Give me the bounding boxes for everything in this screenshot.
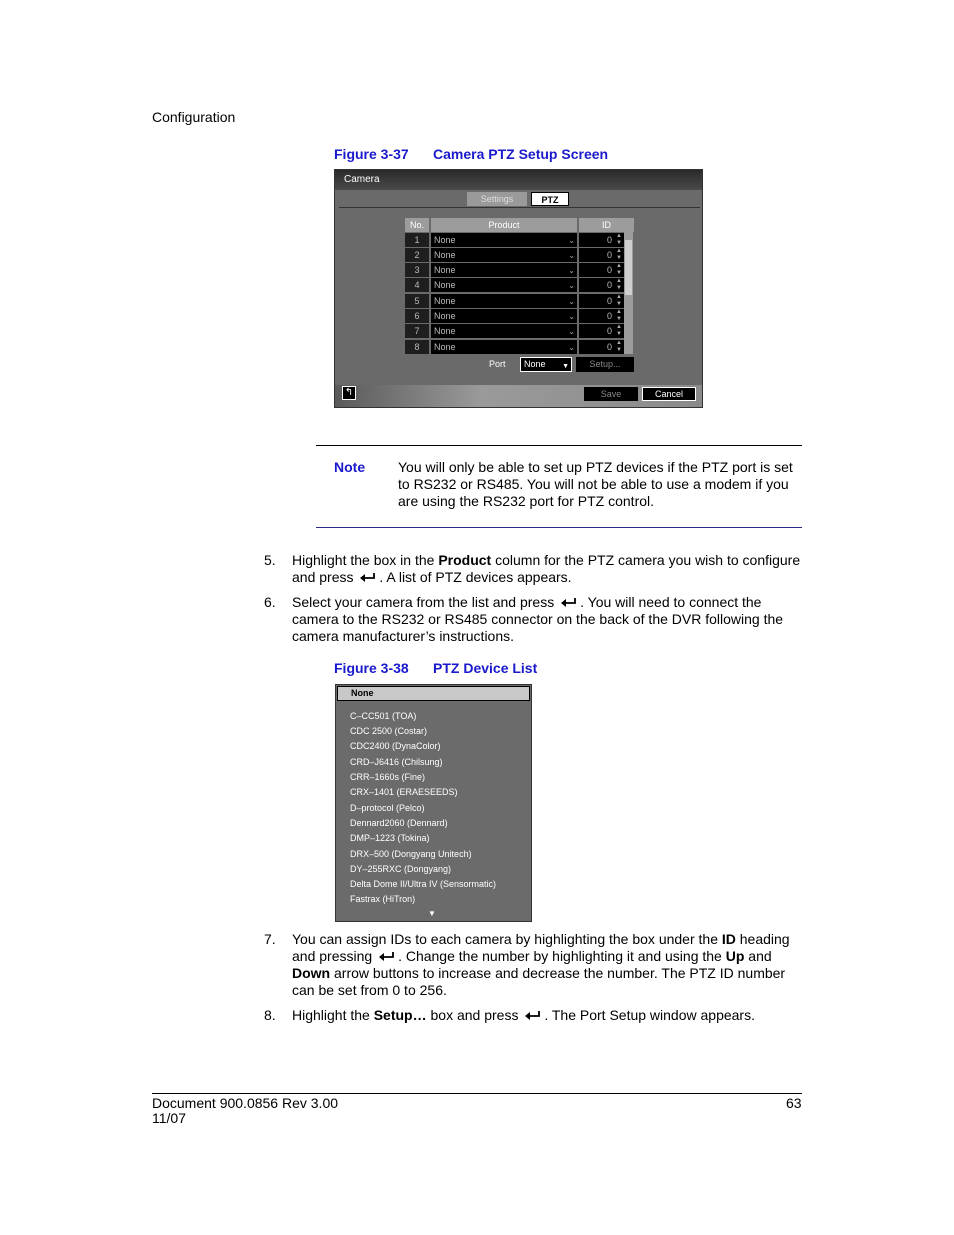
step-8-text: Highlight the Setup… box and press . The Port Setup window appears. (292, 1007, 755, 1023)
list-item[interactable]: DY–255RXC (Dongyang) (350, 864, 452, 874)
list-item[interactable]: CRD–J6416 (Chilsung) (350, 757, 443, 767)
id-stepper[interactable] (579, 309, 624, 323)
setup-button[interactable]: Setup... (576, 357, 634, 372)
port-value: None (524, 359, 546, 369)
row-number: 5 (405, 294, 429, 308)
list-item[interactable]: Fastrax (HiTron) (350, 894, 416, 904)
cancel-button[interactable]: Cancel (642, 387, 696, 401)
id-value: 0 (606, 250, 612, 260)
step-7-number: 7. (264, 931, 276, 947)
id-value: 0 (606, 280, 612, 290)
table-row (405, 248, 634, 263)
product-value: None (434, 342, 456, 352)
port-select[interactable] (520, 357, 572, 372)
id-value: 0 (606, 342, 612, 352)
figure-3-37-label: Figure 3-37 (334, 146, 409, 162)
tab-ptz[interactable]: PTZ (531, 192, 569, 206)
product-select[interactable] (431, 309, 577, 323)
footer-date: 11/07 (152, 1110, 186, 1126)
enter-key-icon (378, 951, 396, 963)
id-value: 0 (606, 326, 612, 336)
enter-key-icon (359, 572, 377, 584)
note-label: Note (334, 459, 366, 475)
id-value: 0 (606, 296, 612, 306)
table-row (405, 340, 634, 355)
column-header-product[interactable]: Product (431, 218, 577, 232)
spinner-icon: ▲ ▼ (616, 278, 622, 291)
chevron-down-icon: ⌄ (568, 343, 575, 352)
row-number: 4 (405, 278, 429, 292)
product-select[interactable] (431, 294, 577, 308)
step-6-number: 6. (264, 594, 276, 610)
product-value: None (434, 235, 456, 245)
list-item[interactable]: CDC2400 (DynaColor) (350, 741, 441, 751)
product-select[interactable] (431, 324, 577, 338)
id-value: 0 (606, 265, 612, 275)
window-title: Camera (335, 170, 702, 190)
note-top-rule (316, 445, 802, 446)
step-5-number: 5. (264, 552, 276, 568)
row-number: 2 (405, 248, 429, 262)
chevron-down-icon: ⌄ (568, 236, 575, 245)
product-value: None (434, 296, 456, 306)
enter-key-icon (524, 1010, 542, 1022)
list-item[interactable]: C–CC501 (TOA) (350, 711, 417, 721)
row-number: 7 (405, 324, 429, 338)
selected-device[interactable]: None (337, 686, 530, 701)
list-item[interactable]: D–protocol (Pelco) (350, 803, 425, 813)
product-value: None (434, 326, 456, 336)
id-value: 0 (606, 235, 612, 245)
chevron-down-icon: ⌄ (568, 281, 575, 290)
row-number: 3 (405, 263, 429, 277)
page-number: 63 (786, 1095, 802, 1111)
ptz-device-list (335, 684, 532, 922)
list-item[interactable]: Dennard2060 (Dennard) (350, 818, 448, 828)
product-value: None (434, 311, 456, 321)
id-stepper[interactable] (579, 294, 624, 308)
product-select[interactable] (431, 233, 577, 247)
spinner-icon: ▲ ▼ (616, 248, 622, 261)
scroll-down-icon[interactable]: ▼ (428, 909, 436, 918)
column-header-id[interactable]: ID (579, 218, 634, 232)
list-item[interactable]: DMP–1223 (Tokina) (350, 833, 430, 843)
note-bottom-rule (316, 527, 802, 528)
list-item[interactable]: CRR–1660s (Fine) (350, 772, 426, 782)
id-stepper[interactable] (579, 340, 624, 354)
spinner-icon: ▲ ▼ (616, 340, 622, 353)
id-stepper[interactable] (579, 233, 624, 247)
table-row (405, 233, 634, 248)
chevron-down-icon: ⌄ (568, 327, 575, 336)
back-button[interactable] (342, 386, 356, 400)
table-row (405, 309, 634, 324)
camera-ptz-setup-screen (334, 169, 703, 408)
step-5-text: Highlight the box in the Product column for the PTZ camera you wish to configure and press . A list of PTZ devices appears. (292, 552, 801, 585)
figure-3-38-label: Figure 3-38 (334, 660, 409, 676)
column-header-no: No. (405, 218, 429, 232)
tab-settings[interactable]: Settings (467, 192, 527, 206)
figure-3-38-title: PTZ Device List (433, 660, 538, 676)
footer-rule (152, 1093, 802, 1094)
enter-key-icon (560, 597, 578, 609)
section-header: Configuration (152, 109, 236, 125)
table-row (405, 294, 634, 309)
product-select[interactable] (431, 340, 577, 354)
row-number: 8 (405, 340, 429, 354)
spinner-icon: ▲ ▼ (616, 309, 622, 322)
chevron-down-icon: ⌄ (568, 312, 575, 321)
chevron-down-icon: ⌄ (568, 251, 575, 260)
step-8-number: 8. (264, 1007, 276, 1023)
product-select[interactable] (431, 278, 577, 292)
step-6-text: Select your camera from the list and press . You will need to connect the camera to the RS232 or RS485 connector on the back of the DVR following the camera manufacturer’s instructions. (292, 594, 784, 644)
table-row (405, 278, 634, 293)
list-item[interactable]: CRX–1401 (ERAESEEDS) (350, 787, 458, 797)
list-item[interactable]: CDC 2500 (Costar) (350, 726, 428, 736)
chevron-down-icon: ⌄ (568, 297, 575, 306)
back-arrow-icon: ↰ (344, 387, 354, 398)
note-text: You will only be able to set up PTZ devices if the PTZ port is set to RS232 or RS485. You will not be able to use a modem if you are using the RS232 port for PTZ control. (398, 459, 793, 509)
footer-document: Document 900.0856 Rev 3.00 (152, 1095, 339, 1111)
id-stepper[interactable] (579, 278, 624, 292)
step-7-text: You can assign IDs to each camera by highlighting the box under the ID heading and pressing . Change the number by highlighting it and using the Up and Down arrow buttons to increase and decrease the number. The PTZ ID number can be set from 0 to 256. (292, 931, 790, 998)
id-stepper[interactable] (579, 248, 624, 262)
figure-3-37-title: Camera PTZ Setup Screen (433, 146, 609, 162)
spinner-icon: ▲ ▼ (616, 324, 622, 337)
list-item[interactable]: DRX–500 (Dongyang Unitech) (350, 849, 472, 859)
product-value: None (434, 250, 456, 260)
divider (339, 207, 700, 208)
spinner-icon: ▲ ▼ (616, 263, 622, 276)
save-button[interactable]: Save (584, 387, 638, 401)
chevron-down-icon: ▼ (562, 363, 569, 370)
table-row (405, 263, 634, 278)
id-value: 0 (606, 311, 612, 321)
table-row (405, 324, 634, 339)
id-stepper[interactable] (579, 263, 624, 277)
id-stepper[interactable] (579, 324, 624, 338)
scroll-thumb[interactable] (625, 240, 632, 295)
row-number: 1 (405, 233, 429, 247)
table-scrollbar[interactable] (624, 232, 633, 354)
list-item[interactable]: Delta Dome II/Ultra IV (Sensormatic) (350, 879, 497, 889)
product-value: None (434, 265, 456, 275)
port-label: Port (489, 359, 506, 369)
product-value: None (434, 280, 456, 290)
product-select[interactable] (431, 263, 577, 277)
spinner-icon: ▲ ▼ (616, 294, 622, 307)
product-select[interactable] (431, 248, 577, 262)
chevron-down-icon: ⌄ (568, 266, 575, 275)
row-number: 6 (405, 309, 429, 323)
spinner-icon: ▲ ▼ (616, 233, 622, 246)
